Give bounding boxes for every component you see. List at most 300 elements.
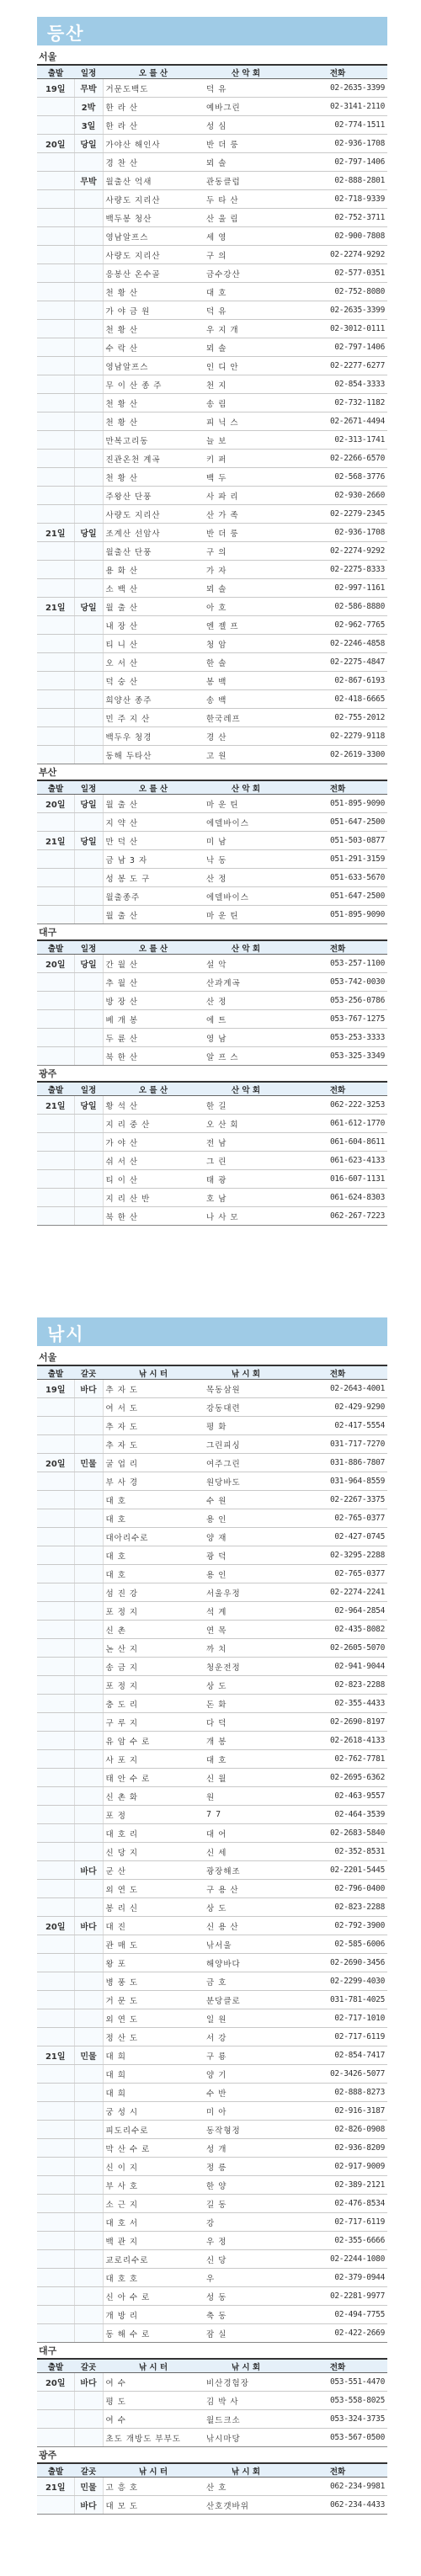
cell-phone: 062-222-3253 [288,1096,387,1115]
cell-type [74,2009,103,2028]
cell-phone: 051-503-0877 [288,832,387,850]
cell-phone: 02-464-3539 [288,1806,387,1824]
cell-club: 강동대련 [204,1398,288,1417]
cell-date [37,301,74,320]
cell-date: 20일 [37,1454,74,1472]
cell-date [37,1189,74,1207]
cell-phone: 02-417-5554 [288,1417,387,1435]
cell-date [37,616,74,635]
cell-club: 7 7 [204,1806,288,1824]
table-row [37,1602,387,1621]
cell-date [37,746,74,764]
cell-phone: 02-3426-5077 [288,2065,387,2084]
cell-date [37,1472,74,1491]
cell-club: 에델바이스 [204,887,288,906]
cell-date [37,1115,74,1133]
cell-destination: 충 도 리 [103,1695,204,1713]
schedule-table [37,780,387,924]
cell-phone: 02-797-1406 [288,153,387,172]
table-row [37,301,387,320]
cell-destination: 대 호 [103,1509,204,1528]
cell-type: 당일 [74,795,103,813]
cell-date [37,2429,74,2447]
cell-club: 평 화 [204,1417,288,1435]
cell-phone: 053-253-3333 [288,1029,387,1047]
cell-type [74,2158,103,2176]
cell-destination: 북 한 산 [103,1207,204,1226]
region-list [37,51,387,1226]
cell-date [37,1972,74,1991]
cell-phone: 031-886-7807 [288,1454,387,1472]
table-row [37,2176,387,2195]
cell-date [37,813,74,832]
header-type: 갈곳 [74,2463,103,2478]
cell-club: 상 도 [204,1676,288,1695]
cell-club: 동작형정 [204,2121,288,2139]
table-row [37,1029,387,1047]
cell-phone: 053-742-0030 [288,973,387,992]
cell-phone: 02-900-7808 [288,227,387,246]
table-row [37,505,387,524]
cell-date: 20일 [37,135,74,153]
cell-club: 가 자 [204,561,288,579]
cell-type [74,264,103,283]
cell-phone: 02-717-1010 [288,2009,387,2028]
cell-destination: 동해 두타산 [103,746,204,764]
table-row [37,116,387,135]
cell-type [74,2121,103,2139]
cell-type [74,1170,103,1189]
cell-phone: 02-930-2660 [288,487,387,505]
cell-destination: 포 정 지 [103,1602,204,1621]
cell-club: 고 원 [204,746,288,764]
cell-phone: 031-964-8559 [288,1472,387,1491]
cell-phone: 061-604-8611 [288,1133,387,1152]
table-row [37,1695,387,1713]
region-list [37,1351,387,2515]
cell-date [37,209,74,227]
cell-destination: 사량도 지리산 [103,190,204,209]
cell-type [74,579,103,598]
cell-type [74,1713,103,1732]
cell-date [37,375,74,394]
cell-date [37,2232,74,2250]
cell-phone: 02-755-2012 [288,709,387,727]
cell-date [37,2269,74,2287]
cell-date: 21일 [37,1096,74,1115]
cell-phone: 016-607-1131 [288,1170,387,1189]
cell-type [74,1769,103,1787]
cell-phone: 02-2690-3456 [288,1954,387,1972]
cell-date [37,1435,74,1454]
cell-destination: 신 촌 화 [103,1787,204,1806]
cell-destination: 백두봉 청산 [103,209,204,227]
cell-club: 미 남 [204,832,288,850]
cell-destination: 군 산 [103,1861,204,1880]
header-type: 갈곳 [74,2359,103,2373]
cell-club: 설 악 [204,955,288,973]
cell-date [37,1991,74,2009]
table-row [37,850,387,869]
cell-club: 구 의 [204,542,288,561]
table-row [37,1824,387,1843]
cell-club: 산호갯바위 [204,2496,288,2515]
cell-phone: 02-2605-5070 [288,1639,387,1658]
cell-club: 낚시마당 [204,2429,288,2447]
cell-type [74,505,103,524]
header-place: 오 를 산 [103,1082,204,1096]
cell-type: 당일 [74,1096,103,1115]
cell-type: 바다 [74,2496,103,2515]
cell-destination: 거문도백도 [103,79,204,98]
table-row [37,394,387,412]
table-row [37,1713,387,1732]
table-row [37,1047,387,1066]
cell-destination: 조계산 선암사 [103,524,204,542]
cell-phone: 02-2244-1080 [288,2250,387,2269]
table-row [37,172,387,190]
cell-club: 다 덕 [204,1713,288,1732]
cell-phone: 02-2635-3399 [288,79,387,98]
cell-destination: 내 장 산 [103,616,204,635]
cell-type [74,1472,103,1491]
table-header-row [37,2359,387,2373]
cell-phone: 053-558-8025 [288,2392,387,2410]
cell-destination: 유 암 수 로 [103,1732,204,1750]
cell-phone: 02-2281-9977 [288,2287,387,2306]
cell-date [37,887,74,906]
schedule-table [37,1365,387,2343]
table-row [37,320,387,338]
cell-destination: 영남알프스 [103,227,204,246]
cell-type [74,2392,103,2410]
table-row [37,1115,387,1133]
table-row [37,1898,387,1917]
table-row [37,1972,387,1991]
cell-date [37,1639,74,1658]
table-row [37,1207,387,1226]
table-row [37,1639,387,1658]
table-row [37,487,387,505]
cell-club: 수 원 [204,1491,288,1509]
table-row [37,264,387,283]
cell-club: 낙 동 [204,850,288,869]
cell-club: 신 당 [204,2250,288,2269]
table-row [37,2195,387,2213]
cell-club: 길 동 [204,2195,288,2213]
cell-destination: 사 포 지 [103,1750,204,1769]
cell-destination: 두 륜 산 [103,1029,204,1047]
cell-date [37,190,74,209]
table-header-row [37,1082,387,1096]
table-row [37,561,387,579]
cell-phone: 02-765-0377 [288,1509,387,1528]
cell-club: 수 반 [204,2084,288,2102]
cell-type [74,1152,103,1170]
cell-club: 대 어 [204,1824,288,1843]
cell-phone: 051-647-2500 [288,887,387,906]
cell-type [74,1435,103,1454]
cell-destination: 여 수 [103,2373,204,2392]
cell-club: 정 릉 [204,2158,288,2176]
cell-destination: 대 희 [103,2065,204,2084]
cell-destination: 대 희 [103,2084,204,2102]
table-row [37,1398,387,1417]
cell-type: 민물 [74,1454,103,1472]
cell-club: 낚서울 [204,1935,288,1954]
cell-destination: 천 황 산 [103,320,204,338]
table-row [37,190,387,209]
table-row [37,2102,387,2121]
header-type: 갈곳 [74,1365,103,1380]
cell-phone: 02-2690-8197 [288,1713,387,1732]
cell-phone: 02-2274-9292 [288,542,387,561]
cell-date [37,2213,74,2232]
cell-destination: 포 정 지 [103,1676,204,1695]
cell-phone: 031-781-4025 [288,1991,387,2009]
cell-destination: 관 매 도 [103,1935,204,1954]
cell-date: 20일 [37,1917,74,1935]
cell-type [74,2102,103,2121]
cell-date [37,1047,74,1066]
section-header [37,1317,387,1346]
cell-type: 민물 [74,2478,103,2496]
table-row [37,209,387,227]
cell-type [74,1787,103,1806]
cell-date [37,1713,74,1732]
cell-type [74,1115,103,1133]
cell-phone: 02-2643-4001 [288,1380,387,1398]
cell-destination: 대 모 도 [103,2496,204,2515]
cell-destination: 섬 진 강 [103,1583,204,1602]
cell-date: 21일 [37,598,74,616]
cell-club: 광 덕 [204,1546,288,1565]
cell-club: 키 퍼 [204,450,288,468]
header-place: 낚 시 터 [103,2463,204,2478]
table-row [37,1954,387,1972]
cell-club: 한국레프 [204,709,288,727]
cell-type: 당일 [74,832,103,850]
cell-club: 금수강산 [204,264,288,283]
cell-destination: 신 이 지 [103,2158,204,2176]
cell-phone: 053-325-3349 [288,1047,387,1066]
cell-destination: 경 찬 산 [103,153,204,172]
cell-date [37,1398,74,1417]
cell-type: 당일 [74,524,103,542]
cell-destination: 신 아 수 로 [103,2287,204,2306]
table-row [37,153,387,172]
cell-type [74,1621,103,1639]
cell-club: 산 호 [204,2478,288,2496]
cell-destination: 만 덕 산 [103,832,204,850]
cell-type [74,709,103,727]
cell-phone: 02-389-2121 [288,2176,387,2195]
cell-type [74,690,103,709]
cell-club: 비산경험장 [204,2373,288,2392]
cell-type [74,2232,103,2250]
table-row [37,98,387,116]
cell-destination: 티 니 산 [103,635,204,653]
cell-destination: 성 봉 도 구 [103,869,204,887]
cell-phone: 053-567-0500 [288,2429,387,2447]
table-row [37,869,387,887]
cell-date [37,412,74,431]
cell-club: 해양바다 [204,1954,288,1972]
cell-phone: 053-257-1100 [288,955,387,973]
cell-date: 19일 [37,1380,74,1398]
cell-type [74,653,103,672]
table-row [37,598,387,616]
cell-club: 여주그린 [204,1454,288,1472]
table-row [37,1133,387,1152]
cell-phone: 02-2201-5445 [288,1861,387,1880]
cell-destination: 용 화 산 [103,561,204,579]
table-row [37,1189,387,1207]
header-club: 산 악 회 [204,940,288,955]
cell-date [37,2324,74,2343]
cell-date [37,2158,74,2176]
table-row [37,616,387,635]
cell-destination: 지 리 산 반 [103,1189,204,1207]
cell-type [74,1972,103,1991]
cell-date [37,1880,74,1898]
cell-destination: 대 진 [103,1917,204,1935]
header-type: 일정 [74,1082,103,1096]
cell-phone: 02-2266-6570 [288,450,387,468]
table-row [37,813,387,832]
cell-phone: 02-2267-3375 [288,1491,387,1509]
cell-destination: 대 호 리 [103,1824,204,1843]
cell-destination: 백두우 청경 [103,727,204,746]
cell-club: 양 재 [204,1528,288,1546]
cell-type [74,2410,103,2429]
table-row [37,468,387,487]
cell-club: 뫼 솔 [204,579,288,598]
cell-type [74,375,103,394]
cell-destination: 신 촌 [103,1621,204,1639]
cell-type [74,1806,103,1824]
cell-type [74,1639,103,1658]
cell-phone: 051-291-3159 [288,850,387,869]
cell-club: 석 계 [204,1602,288,1621]
cell-destination: 지 리 중 산 [103,1115,204,1133]
table-row [37,1658,387,1676]
cell-phone: 02-2695-6362 [288,1769,387,1787]
cell-type [74,561,103,579]
table-row [37,2324,387,2343]
cell-club: 성 동 [204,2287,288,2306]
cell-phone: 031-717-7270 [288,1435,387,1454]
table-row [37,1621,387,1639]
header-phone: 전화 [288,2463,387,2478]
table-row [37,2429,387,2447]
cell-phone: 02-792-3900 [288,1917,387,1935]
cell-phone: 02-2683-5840 [288,1824,387,1843]
cell-destination: 월출종주 [103,887,204,906]
cell-type [74,1398,103,1417]
table-row [37,1935,387,1954]
cell-type [74,813,103,832]
header-phone: 전화 [288,1365,387,1380]
table-row [37,992,387,1010]
cell-club: 경 산 [204,727,288,746]
cell-date [37,98,74,116]
cell-destination: 병 풍 도 [103,1972,204,1991]
cell-club: 오 산 회 [204,1115,288,1133]
table-row [37,2392,387,2410]
cell-date [37,727,74,746]
region-label: 광주 [39,2450,57,2461]
cell-phone: 02-2275-8333 [288,561,387,579]
cell-phone: 02-718-9339 [288,190,387,209]
table-row [37,1750,387,1769]
cell-phone: 02-823-2288 [288,1898,387,1917]
header-type: 일정 [74,780,103,795]
cell-destination: 황 석 산 [103,1096,204,1115]
cell-type [74,1047,103,1066]
header-date: 출발 [37,1082,74,1096]
cell-type [74,1676,103,1695]
table-row [37,832,387,850]
cell-destination: 송 금 지 [103,1658,204,1676]
cell-destination: 추 월 산 [103,973,204,992]
region-label: 광주 [39,1068,57,1079]
cell-phone: 02-3141-2110 [288,98,387,116]
cell-club: 산 가 족 [204,505,288,524]
header-place: 오 를 산 [103,940,204,955]
cell-date [37,2102,74,2121]
table-row [37,1152,387,1170]
cell-date: 20일 [37,955,74,973]
cell-type [74,869,103,887]
cell-phone: 02-2619-3300 [288,746,387,764]
cell-destination: 동 해 수 로 [103,2324,204,2343]
cell-club: 전 남 [204,1133,288,1152]
cell-date [37,1732,74,1750]
table-row [37,450,387,468]
cell-destination: 가 야 금 원 [103,301,204,320]
cell-date [37,1010,74,1029]
cell-destination: 만복고리동 [103,431,204,450]
cell-phone: 02-355-4433 [288,1695,387,1713]
table-row [37,1861,387,1880]
cell-destination: 포 정 [103,1806,204,1824]
schedule-table [37,2358,387,2447]
cell-type [74,487,103,505]
cell-destination: 천 황 산 [103,412,204,431]
header-date: 출발 [37,940,74,955]
header-type: 일정 [74,940,103,955]
cell-destination: 추 자 도 [103,1380,204,1398]
cell-club: 원 [204,1787,288,1806]
header-club: 낚 시 회 [204,2463,288,2478]
cell-club: 성 개 [204,2139,288,2158]
cell-date [37,1787,74,1806]
table-row [37,2158,387,2176]
cell-club: 엔 젤 프 [204,616,288,635]
cell-phone: 02-2279-9118 [288,727,387,746]
cell-destination: 평 도 [103,2392,204,2410]
cell-phone: 02-586-8880 [288,598,387,616]
table-row [37,1676,387,1695]
table-row [37,2213,387,2232]
cell-type [74,2084,103,2102]
cell-phone: 053-256-0786 [288,992,387,1010]
table-row [37,955,387,973]
cell-club: 우 정 [204,2232,288,2250]
cell-date [37,653,74,672]
cell-phone: 02-854-7417 [288,2046,387,2065]
